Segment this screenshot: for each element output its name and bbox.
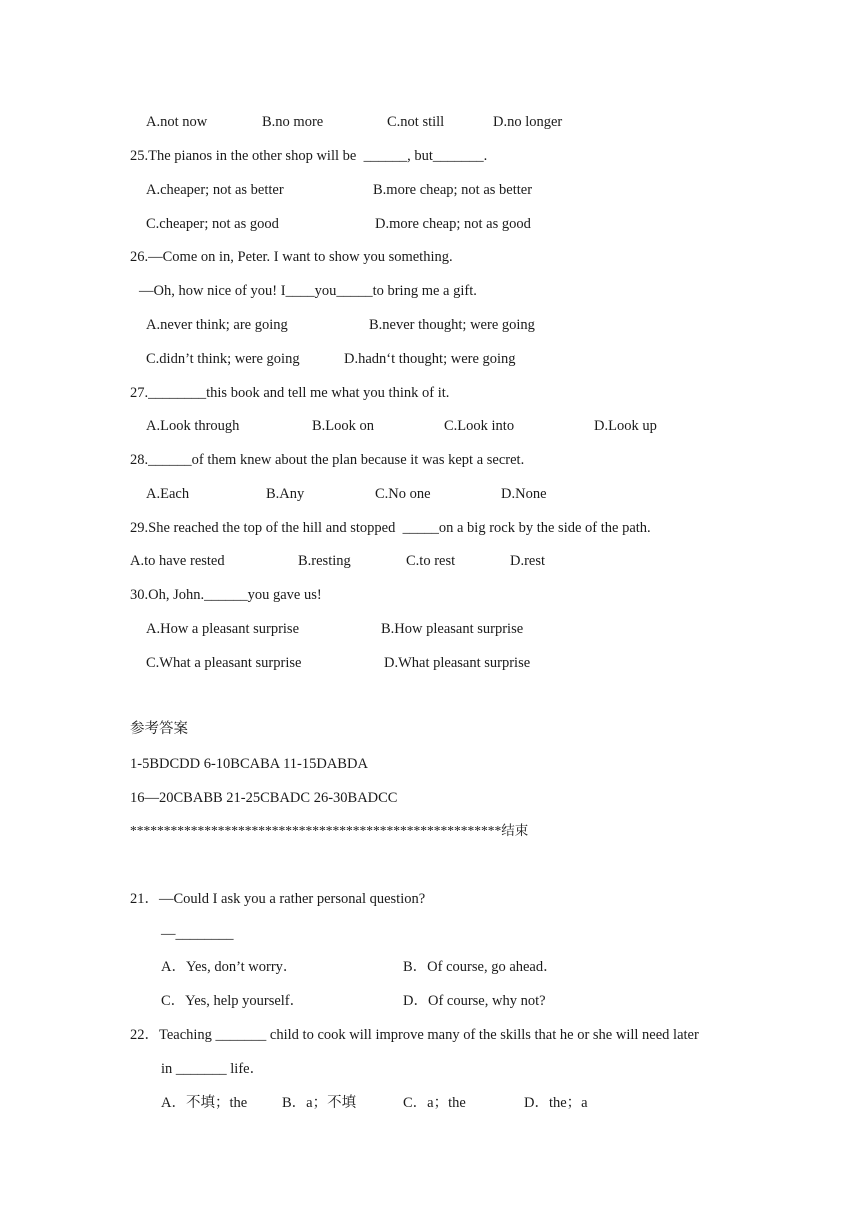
q25-stem: 25.The pianos in the other shop will be ______, but_______.: [130, 148, 488, 164]
q26-option-b: B.never thought; were going: [369, 317, 535, 333]
q24-option-c: C.not still: [387, 114, 445, 130]
q26-option-a: A.never think; are going: [146, 317, 288, 333]
q27-stem: 27.________this book and tell me what you think of it.: [130, 385, 450, 401]
q21-option-d: D．Of course, why not?: [403, 993, 546, 1009]
q25-option-d: D.more cheap; not as good: [375, 216, 531, 232]
q29-option-b: B.resting: [298, 553, 351, 569]
answers-line-1: 1-5BDCDD 6-10BCABA 11-15DABDA: [130, 756, 368, 772]
q26-stem-reply: —Oh, how nice of you! I____you_____to bring me a gift.: [139, 283, 477, 299]
q29-option-c: C.to rest: [406, 553, 456, 569]
q22-option-c: C．a；the: [403, 1095, 466, 1111]
q30-option-b: B.How pleasant surprise: [381, 621, 524, 637]
q28-stem: 28.______of them knew about the plan because it was kept a secret.: [130, 452, 525, 468]
q30-option-d: D.What pleasant surprise: [384, 655, 531, 671]
q27-option-b: B.Look on: [312, 418, 375, 434]
q30-stem: 30.Oh, John.______you gave us!: [130, 587, 322, 603]
q22-stem: 22．Teaching _______ child to cook will improve many of the skills that he or she will need later: [130, 1027, 699, 1043]
q28-option-a: A.Each: [146, 486, 190, 502]
end-marker: *******************************************************结束: [130, 823, 529, 838]
q21-stem: 21．—Could I ask you a rather personal question?: [130, 891, 426, 907]
q28-option-c: C.No one: [375, 486, 431, 502]
q27-option-a: A.Look through: [146, 418, 240, 434]
q21-option-c: C．Yes, help yourself．: [161, 993, 305, 1009]
q25-option-a: A.cheaper; not as better: [146, 182, 284, 198]
q25-option-c: C.cheaper; not as good: [146, 216, 279, 232]
q29-stem: 29.She reached the top of the hill and stopped _____on a big rock by the side of the path.: [130, 520, 651, 536]
q26-option-c: C.didn’t think; were going: [146, 351, 300, 367]
answers-heading: 参考答案: [130, 721, 188, 737]
q22-option-a: A．不填；the: [161, 1095, 248, 1111]
q27-option-d: D.Look up: [594, 418, 657, 434]
q22-option-d: D．the；a: [524, 1095, 588, 1111]
q22-stem-cont: in _______ life．: [161, 1061, 265, 1077]
q26-option-d: D.hadn‘t thought; were going: [344, 351, 516, 367]
q29-option-d: D.rest: [510, 553, 546, 569]
q26-stem: 26.—Come on in, Peter. I want to show you something.: [130, 249, 453, 265]
answers-line-2: 16—20CBABB 21-25CBADC 26-30BADCC: [130, 790, 398, 806]
q22-option-b: B．a；不填: [282, 1095, 357, 1111]
q21-blank: —________: [161, 926, 234, 942]
q28-option-d: D.None: [501, 486, 547, 502]
q24-option-d: D.no longer: [493, 114, 563, 130]
q28-option-b: B.Any: [266, 486, 305, 502]
q21-option-b: B．Of course, go ahead．: [403, 959, 558, 975]
q29-option-a: A.to have rested: [130, 553, 225, 569]
q27-option-c: C.Look into: [444, 418, 515, 434]
q25-option-b: B.more cheap; not as better: [373, 182, 533, 198]
q30-option-c: C.What a pleasant surprise: [146, 655, 302, 671]
q24-option-b: B.no more: [262, 114, 324, 130]
q30-option-a: A.How a pleasant surprise: [146, 621, 300, 637]
q24-option-a: A.not now: [146, 114, 208, 130]
q21-option-a: A．Yes, don’t worry．: [161, 959, 298, 975]
